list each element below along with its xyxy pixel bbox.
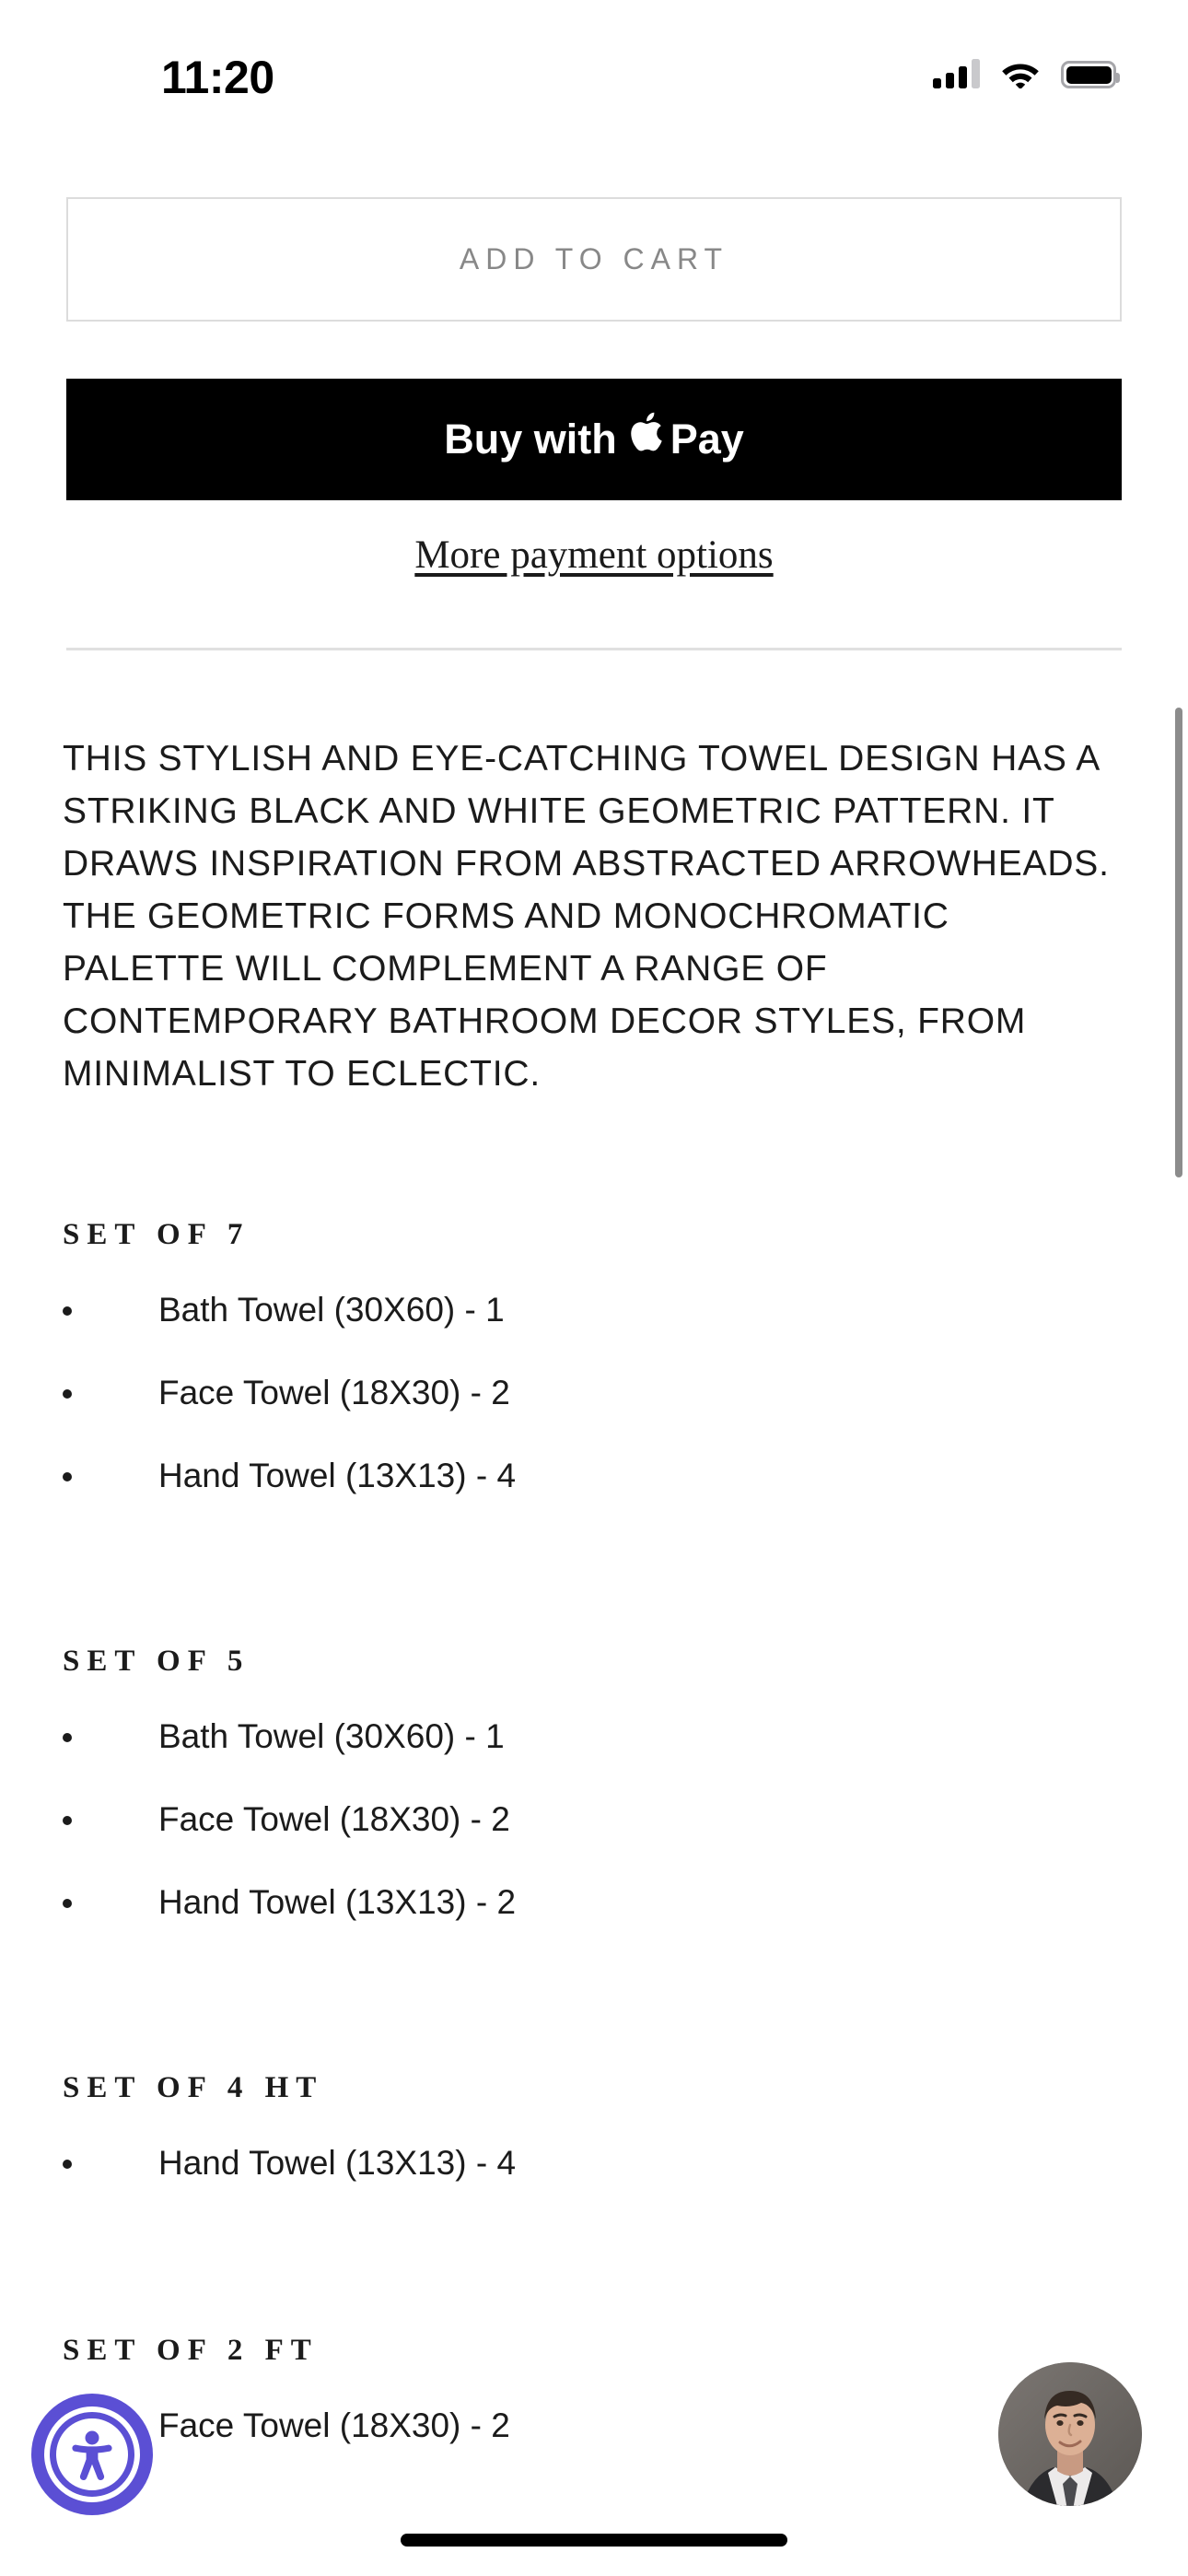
list-item [63,1800,1122,1839]
set-item-list [63,2406,1122,2445]
scrollbar-thumb[interactable] [1175,708,1182,1177]
set-item-label: Bath Towel (30X60) - 1 [158,1717,505,1755]
apple-pay-prefix-label: Buy with [444,416,617,463]
product-description: THIS STYLISH AND EYE-CATCHING TOWEL DESIGN HAS A STRIKING BLACK AND WHITE GEOMETRIC PATTERN. IT DRAWS INSPIRATION FROM ABSTRACTED ARROWHEADS. THE GEOMETRIC FORMS AND MONOCHROMATIC PALETTE WILL COMPLEMENT A RANGE OF CONTEMPORARY BATHROOM DECOR STYLES, FROM MINIMALIST TO ECLECTIC. [63,739,1110,1094]
set-item-label: Face Towel (18X30) - 2 [158,1800,510,1838]
list-item [63,1883,1122,1922]
set-item-label: Face Towel (18X30) - 2 [158,2406,510,2444]
set-item-label: Hand Towel (13X13) - 4 [158,2144,517,2182]
set-item-list [63,1717,1122,1922]
set-section-3 [63,2334,1122,2489]
set-item-list [63,2144,1122,2183]
set-section-1 [63,1645,1122,1966]
apple-pay-button[interactable] [66,379,1122,500]
list-item [63,1717,1122,1756]
apple-logo-icon [630,409,669,465]
add-to-cart-button[interactable]: ADD TO CART [66,197,1122,322]
list-item [63,1374,1122,1412]
set-heading: SET OF 5 [63,1645,250,1678]
set-item-label: Hand Towel (13X13) - 2 [158,1883,517,1921]
set-heading: SET OF 7 [63,1218,250,1251]
status-bar-time: 11:20 [161,52,274,103]
set-item-label: Bath Towel (30X60) - 1 [158,1291,505,1329]
set-section-0 [63,1218,1122,1540]
chat-agent-avatar[interactable] [998,2362,1142,2506]
list-item [63,1291,1122,1329]
set-item-label: Face Towel (18X30) - 2 [158,1374,510,1411]
set-section-2 [63,2071,1122,2227]
set-heading: SET OF 4 HT [63,2071,324,2104]
set-item-list [63,1291,1122,1495]
apple-pay-suffix-label: Pay [670,416,744,463]
set-item-label: Hand Towel (13X13) - 4 [158,1457,517,1494]
section-divider [66,648,1122,650]
accessibility-widget-inner [44,2406,140,2502]
list-item [63,1457,1122,1495]
home-indicator [401,2534,787,2547]
set-heading: SET OF 2 FT [63,2334,319,2367]
more-payment-options-link[interactable]: More payment options [414,533,774,577]
page-scrollbar[interactable] [1175,0,1188,2576]
accessibility-widget-button[interactable] [31,2394,153,2515]
list-item [63,2144,1122,2183]
list-item [63,2406,1122,2445]
accessibility-person-icon [50,2412,134,2497]
